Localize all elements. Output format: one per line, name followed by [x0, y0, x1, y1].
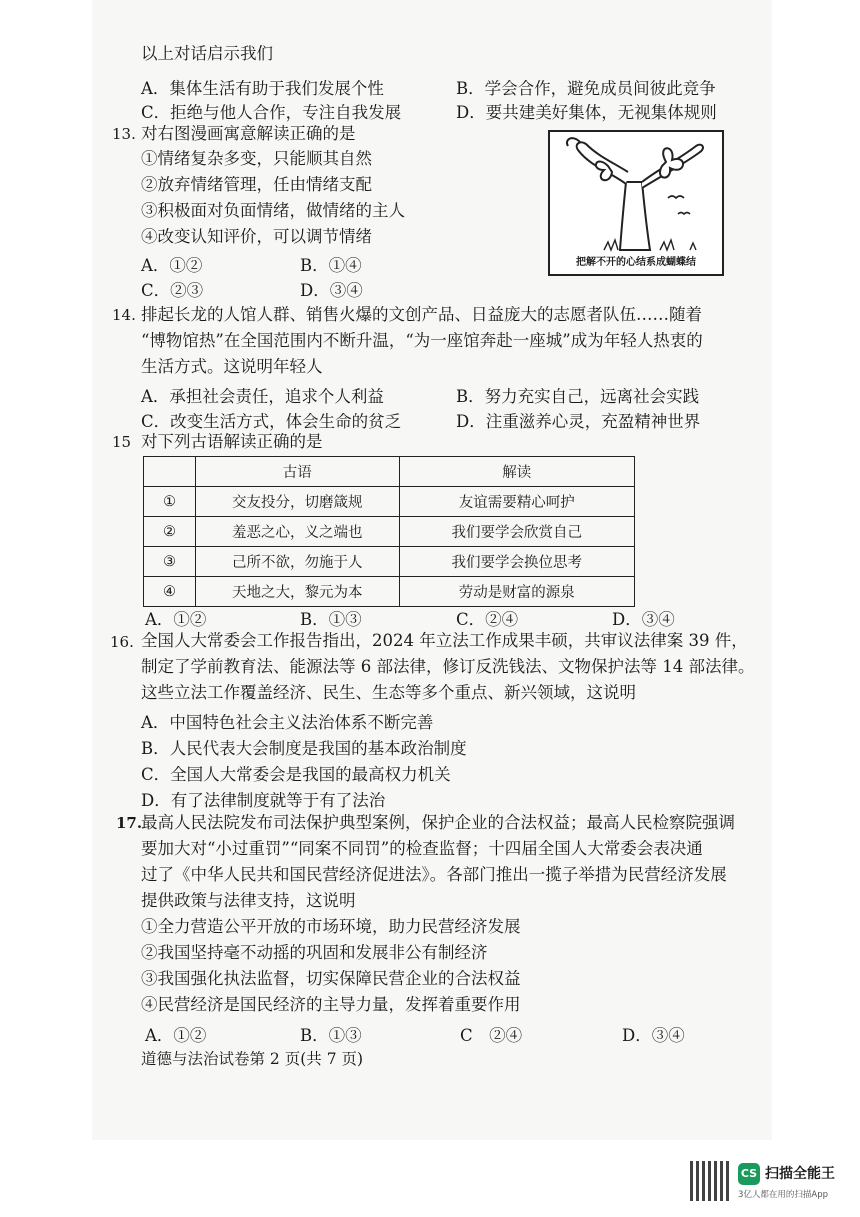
q17-item-2: ②我国坚持毫不动摇的巩固和发展非公有制经济 — [141, 943, 488, 962]
row-interpretation: 我们要学会换位思考 — [399, 547, 635, 577]
cartoon-caption: 把解不开的心结系成蝴蝶结 — [576, 257, 696, 268]
q16-option-a: A．中国特色社会主义法治体系不断完善 — [141, 713, 434, 732]
q16-line-1: 全国人大常委会工作报告指出，2024 年立法工作成果丰硕，共审议法律案 39 件， — [141, 631, 748, 650]
q13-number: 13. — [112, 125, 136, 143]
q16-option-b: B．人民代表大会制度是我国的基本政治制度 — [141, 739, 467, 758]
q17-option-a: A．①② — [145, 1026, 207, 1045]
row-saying: 羞恶之心，义之端也 — [195, 517, 399, 547]
q15-option-d: D．③④ — [612, 610, 675, 629]
q17-line-2: 要加大对“小过重罚”“同案不同罚”的检查监督；十四届全国人大常委会表决通 — [141, 839, 703, 858]
row-interpretation: 我们要学会欣赏自己 — [399, 517, 635, 547]
q16-number: 16. — [110, 633, 134, 651]
q12-option-c: C．拒绝与他人合作，专注自我发展 — [141, 103, 402, 122]
q17-line-1: 最高人民法院发布司法保护典型案例，保护企业的合法权益；最高人民检察院强调 — [141, 813, 735, 832]
camscanner-brand-name: 扫描全能王 — [765, 1166, 835, 1182]
q14-option-b: B．努力充实自己，远离社会实践 — [456, 387, 700, 406]
q15-number: 15 — [112, 433, 132, 451]
q14-line-3: 生活方式。这说明年轻人 — [141, 357, 323, 376]
row-interpretation: 劳动是财富的源泉 — [399, 577, 635, 607]
table-row — [144, 517, 635, 547]
q13-item-1: ①情绪复杂多变，只能顺其自然 — [141, 149, 372, 168]
tree-bow-illustration — [550, 132, 722, 252]
q12-stem-tail: 以上对话启示我们 — [141, 44, 273, 63]
table-row — [144, 577, 635, 607]
q13-item-2: ②放弃情绪管理，任由情绪支配 — [141, 175, 372, 194]
q16-option-c: C．全国人大常委会是我国的最高权力机关 — [141, 765, 451, 784]
q17-option-b: B．①③ — [300, 1026, 362, 1045]
table-header-interpretation: 解读 — [399, 457, 635, 487]
q16-option-d: D．有了法律制度就等于有了法治 — [141, 791, 386, 810]
row-saying: 天地之大，黎元为本 — [195, 577, 399, 607]
q17-option-d: D．③④ — [622, 1026, 685, 1045]
q17-option-c: C ②④ — [460, 1026, 523, 1045]
q17-line-3: 过了《中华人民共和国民营经济促进法》。各部门推出一揽子举措为民营经济发展 — [141, 865, 727, 884]
row-marker: ④ — [144, 577, 196, 607]
table-row — [144, 487, 635, 517]
q14-option-c: C．改变生活方式，体会生命的贫乏 — [141, 412, 402, 431]
page-footer: 道德与法治试卷第 2 页(共 7 页) — [141, 1050, 364, 1068]
q12-option-a: A．集体生活有助于我们发展个性 — [141, 79, 384, 98]
row-marker: ② — [144, 517, 196, 547]
q15-option-b: B．①③ — [300, 610, 362, 629]
ancient-sayings-table — [143, 456, 635, 607]
table-header-saying: 古语 — [195, 457, 399, 487]
q13-option-c: C．②③ — [141, 281, 204, 300]
table-header-row — [144, 457, 635, 487]
q14-option-a: A．承担社会责任，追求个人利益 — [141, 387, 384, 406]
qr-code-icon — [690, 1161, 730, 1201]
q17-number: 17. — [116, 814, 143, 832]
q13-option-d: D．③④ — [300, 281, 363, 300]
table-row — [144, 547, 635, 577]
row-saying: 己所不欲，勿施于人 — [195, 547, 399, 577]
q14-line-2: “博物馆热”在全国范围内不断升温，“为一座馆奔赴一座城”成为年轻人热衷的 — [141, 331, 703, 350]
q16-line-3: 这些立法工作覆盖经济、民生、生态等多个重点、新兴领域，这说明 — [141, 683, 636, 702]
q13-item-4: ④改变认知评价，可以调节情绪 — [141, 227, 372, 246]
q13-option-a: A．①② — [141, 256, 203, 275]
row-marker: ① — [144, 487, 196, 517]
q15-option-a: A．①② — [145, 610, 207, 629]
camscanner-logo-icon: CS — [738, 1163, 760, 1185]
row-interpretation: 友谊需要精心呵护 — [399, 487, 635, 517]
q13-option-b: B．①④ — [300, 256, 362, 275]
q14-line-1: 排起长龙的人馆人群、销售火爆的文创产品、日益庞大的志愿者队伍……随着 — [141, 305, 702, 324]
q17-item-3: ③我国强化执法监督，切实保障民营企业的合法权益 — [141, 969, 521, 988]
q14-number: 14. — [112, 306, 136, 324]
q12-option-b: B．学会合作，避免成员间彼此竞争 — [456, 79, 716, 98]
q17-line-4: 提供政策与法律支持，这说明 — [141, 891, 356, 910]
row-marker: ③ — [144, 547, 196, 577]
q17-item-1: ①全力营造公平开放的市场环境，助力民营经济发展 — [141, 917, 521, 936]
cartoon-image — [548, 130, 724, 276]
q16-line-2: 制定了学前教育法、能源法等 6 部法律，修订反洗钱法、文物保护法等 14 部法律。 — [141, 657, 755, 676]
table-header-blank — [144, 457, 196, 487]
q12-option-d: D．要共建美好集体，无视集体规则 — [456, 103, 717, 122]
q17-item-4: ④民营经济是国民经济的主导力量，发挥着重要作用 — [141, 995, 521, 1014]
q15-option-c: C．②④ — [456, 610, 519, 629]
camscanner-tagline: 3亿人都在用的扫描App — [738, 1190, 829, 1200]
q13-item-3: ③积极面对负面情绪，做情绪的主人 — [141, 201, 405, 220]
row-saying: 交友投分，切磨箴规 — [195, 487, 399, 517]
q15-stem: 对下列古语解读正确的是 — [141, 432, 323, 451]
q14-option-d: D．注重滋养心灵，充盈精神世界 — [456, 412, 701, 431]
q13-stem: 对右图漫画寓意解读正确的是 — [141, 124, 356, 143]
